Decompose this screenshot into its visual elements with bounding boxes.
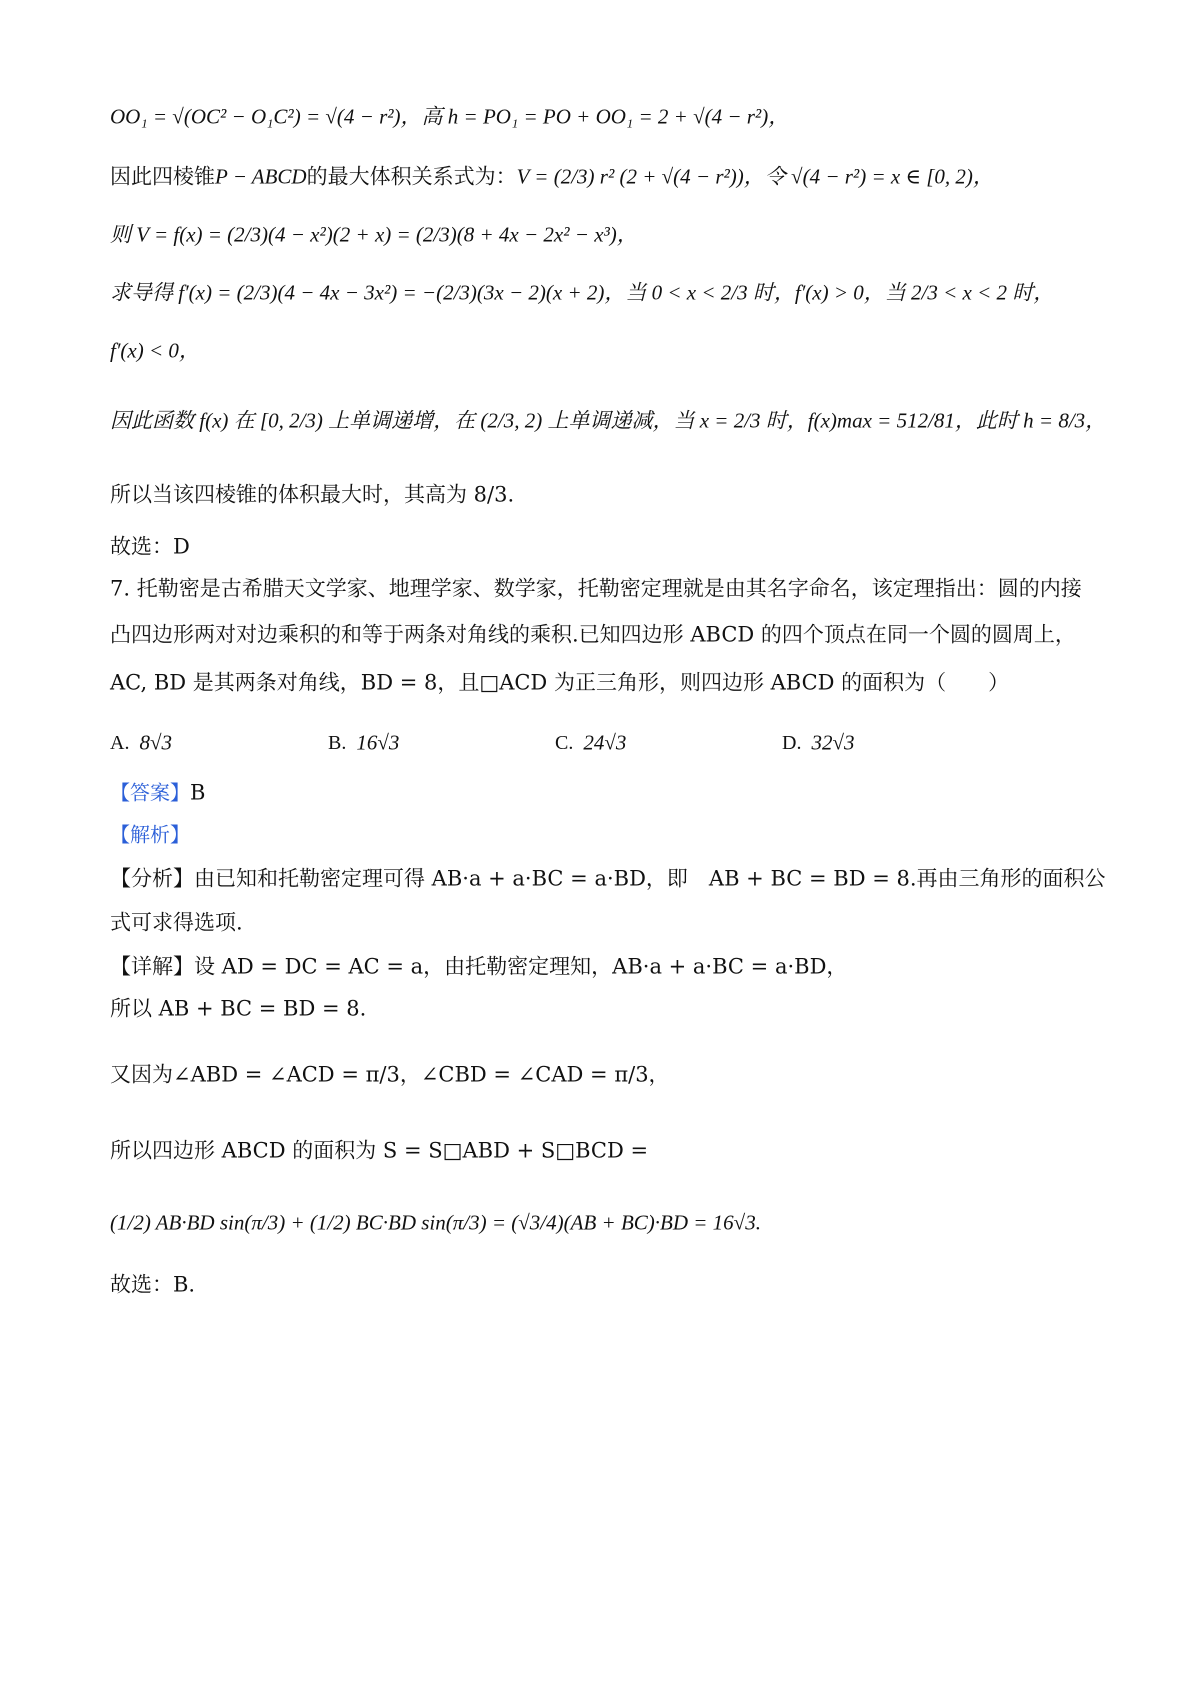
answer-line [110,776,205,808]
analysis-line-1 [110,862,1106,894]
formula-volume: V = (2/3) r² (2 + √(4 − r²))，令 √(4 − r²) = x ∈ [0, 2)， [516,164,994,189]
analysis-label: 【解析】 [110,822,190,847]
option-c [555,726,626,758]
question-7-text-3: AC, BD 是其两条对角线，BD = 8，且□ACD 为正三角形，则四边形 ABCD 的面积为（ ） [110,670,1010,695]
analysis-text-2: 式可求得选项. [110,910,243,935]
detail-line-2 [110,992,366,1024]
detail-area-setup: 所以四边形 ABCD 的面积为 S = S□ABD + S□BCD = [110,1138,649,1163]
option-a-value: 8√3 [139,730,172,755]
line-3 [110,218,638,250]
final-choice-line [110,1268,195,1300]
option-a [110,726,172,758]
detail-line-4 [110,1134,648,1166]
detail-text-1: 【详解】设 AD = DC = AC = a，由托勒密定理知，AB·a + a·BC = a·BD， [110,954,848,979]
analysis-line-2 [110,906,243,938]
option-c-value: 24√3 [583,730,627,755]
line-4 [110,276,1054,308]
analysis-text-1: 【分析】由已知和托勒密定理可得 AB·a + a·BC = a·BD，即 AB + BC = BD = 8.再由三角形的面积公 [110,866,1106,891]
detail-line-5 [110,1206,761,1238]
option-b-value: 16√3 [356,730,400,755]
text-choice-d: 故选：D [110,534,190,559]
detail-text-2: 所以 AB + BC = BD = 8. [110,996,367,1021]
text-volume-relation: 的最大体积关系式为： [306,164,517,189]
option-b-key: B. [328,731,347,754]
options-row [110,726,1090,756]
line-1 [110,100,789,132]
line-2 [110,160,994,192]
line-5 [110,334,200,366]
analysis-heading [110,818,190,850]
detail-line-3 [110,1058,670,1090]
answer-value: B [190,780,206,805]
text-monotonic: 因此函数 f(x) 在 [0, 2/3) 上单调递增，在 (2/3, 2) 上单调递减，当 x = 2/3 时，f(x)max = 512/81，此时 h = 8/3， [110,408,1107,433]
option-a-key: A. [110,731,130,754]
formula-derivative: 求导得 f′(x) = (2/3)(4 − 4x − 3x²) = −(2/3)(3x − 2)(x + 2)，当 0 < x < 2/3 时，f′(x) > 0，当 2/3 < x < 2 时， [110,280,1055,305]
answer-label: 【答案】 [110,780,190,805]
option-d-key: D. [782,731,802,754]
question-7-text-2: 凸四边形两对对边乘积的和等于两条对角线的乘积.已知四边形 ABCD 的四个顶点在同一个圆的圆周上， [110,622,1076,647]
formula-fx: 则 V = f(x) = (2/3)(4 − x²)(2 + x) = (2/3)(8 + 4x − 2x² − x³)， [110,222,638,247]
question-7-line-2 [110,618,1076,650]
detail-area-formula: (1/2) AB·BD sin(π/3) + (1/2) BC·BD sin(π/3) = (√3/4)(AB + BC)·BD = 16√3. [110,1210,761,1235]
question-7-line-1 [110,572,1082,604]
text-intro: 因此四棱锥 [110,164,215,189]
line-6 [110,404,1106,436]
line-8 [110,530,190,562]
question-7-text-1: 7. 托勒密是古希腊天文学家、地理学家、数学家，托勒密定理就是由其名字命名，该定理指出：圆的内接 [110,576,1082,601]
final-choice-text: 故选：B. [110,1272,196,1297]
option-d-value: 32√3 [811,730,855,755]
option-b [328,726,399,758]
formula-oo1: OO₁ = √(OC² − O₁C²) = √(4 − r²)，高 h = PO₁ = PO + OO₁ = 2 + √(4 − r²)， [110,104,790,129]
option-d [782,726,854,758]
option-c-key: C. [555,731,574,754]
formula-derivative-negative: f′(x) < 0， [110,338,200,363]
detail-line-1 [110,950,847,982]
question-7-line-3 [110,666,1009,698]
line-7 [110,478,514,510]
detail-angles: 又因为∠ABD = ∠ACD = π/3，∠CBD = ∠CAD = π/3， [110,1062,670,1087]
pyramid-name: P − ABCD [215,164,307,189]
text-conclusion-height: 所以当该四棱锥的体积最大时，其高为 8/3. [110,482,515,507]
